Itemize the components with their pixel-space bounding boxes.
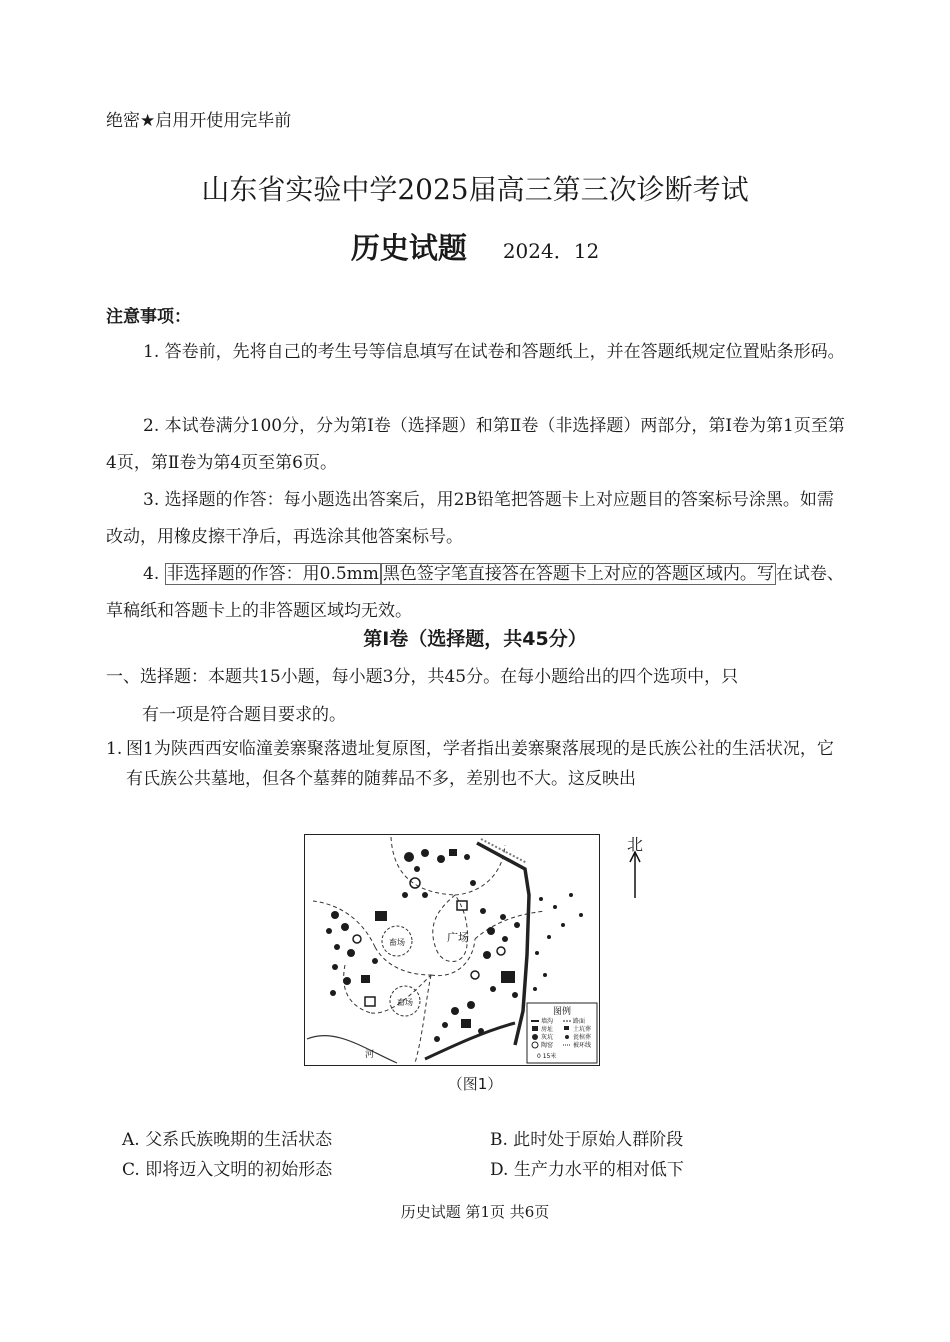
notice-title: 注意事项： bbox=[106, 307, 191, 327]
legend-item: 路面 bbox=[573, 1018, 586, 1025]
notice-item-2: 2. 本试卷满分100分，分为第Ⅰ卷（选择题）和第Ⅱ卷（非选择题）两部分，第Ⅰ卷为第1页至第4页，第Ⅱ卷为第4页至第6页。 bbox=[106, 416, 845, 473]
north-label: 北 bbox=[627, 835, 644, 854]
notice-item-3: 3. 选择题的作答：每小题选出答案后，用2B铅笔把答题卡上对应题目的答案标号涂黑。如需改动，用橡皮擦干净后，再选涂其他答案标号。 bbox=[106, 490, 834, 547]
question-number: 1. bbox=[106, 739, 123, 759]
notice-item-4-rest: 在试卷、草稿纸和答题卡上的非答题区域均无效。 bbox=[106, 564, 844, 621]
option-c: C. 即将迈入文明的初始形态 bbox=[122, 1160, 333, 1180]
question-stem: 图1为陕西西安临潼姜寨聚落遗址复原图，学者指出姜寨聚落展现的是氏族公社的生活状况，它有氏族公共墓地，但各个墓葬的随葬品不多，差别也不大。这反映出 bbox=[126, 739, 834, 789]
settlement-map bbox=[304, 834, 600, 1066]
legend-item: 瓮棺葬 bbox=[573, 1034, 592, 1041]
river-label: 河 bbox=[365, 1050, 375, 1060]
pen-label-1: 畜场 bbox=[389, 938, 405, 947]
legend-title: 图例 bbox=[553, 1007, 572, 1017]
legend-item: 房址 bbox=[541, 1026, 554, 1033]
question-1 bbox=[106, 734, 850, 794]
legend-item: 被环线 bbox=[573, 1042, 592, 1049]
option-d: D. 生产力水平的相对低下 bbox=[490, 1160, 684, 1180]
notice-item-1: 1. 答卷前，先将自己的考生号等信息填写在试卷和答题纸上，并在答题纸规定位置贴条形码。 bbox=[143, 342, 845, 362]
subject-title: 历史试题 bbox=[350, 231, 467, 265]
notice-item-4 bbox=[106, 556, 846, 630]
page-footer: 历史试题 第1页 共6页 bbox=[400, 1203, 550, 1221]
map-legend bbox=[527, 1003, 597, 1063]
notice-item-4-prefix: 4. bbox=[143, 564, 165, 584]
pen-label-2: 畜场 bbox=[397, 998, 413, 1007]
plaza-label: 广场 bbox=[447, 931, 469, 944]
legend-item: 土坑葬 bbox=[573, 1026, 592, 1033]
exam-date: 2024．12 bbox=[502, 239, 600, 263]
legend-item: 陶窑 bbox=[541, 1042, 554, 1049]
map-drawing bbox=[305, 835, 599, 1065]
legend-scale: 0 15米 bbox=[537, 1053, 557, 1060]
section-title: 第Ⅰ卷（选择题，共45分） bbox=[363, 628, 587, 650]
exam-title: 山东省实验中学2025届高三第三次诊断考试 bbox=[201, 173, 749, 206]
section-instruction-1: 一、选择题：本题共15小题，每小题3分，共45分。在每小题给出的四个选项中，只 bbox=[106, 667, 739, 687]
legend-item: 墙沟 bbox=[541, 1018, 554, 1025]
north-arrow-icon bbox=[628, 850, 642, 900]
subject-heading bbox=[0, 226, 950, 267]
option-a: A. 父系氏族晚期的生活状态 bbox=[122, 1130, 333, 1150]
option-b: B. 此时处于原始人群阶段 bbox=[490, 1130, 684, 1150]
legend-item: 灰坑 bbox=[541, 1034, 554, 1041]
notice-item-4-box1: 非选择题的作答：用0.5mm bbox=[166, 564, 379, 584]
figure-caption: （图1） bbox=[447, 1075, 503, 1093]
notice-item-4-box2: 黑色签字笔直接答在答题卡上对应的答题区域内。写 bbox=[382, 564, 774, 584]
confidential-label: 绝密★启用开使用完毕前 bbox=[106, 111, 292, 131]
section-instruction-2: 有一项是符合题目要求的。 bbox=[142, 705, 346, 725]
